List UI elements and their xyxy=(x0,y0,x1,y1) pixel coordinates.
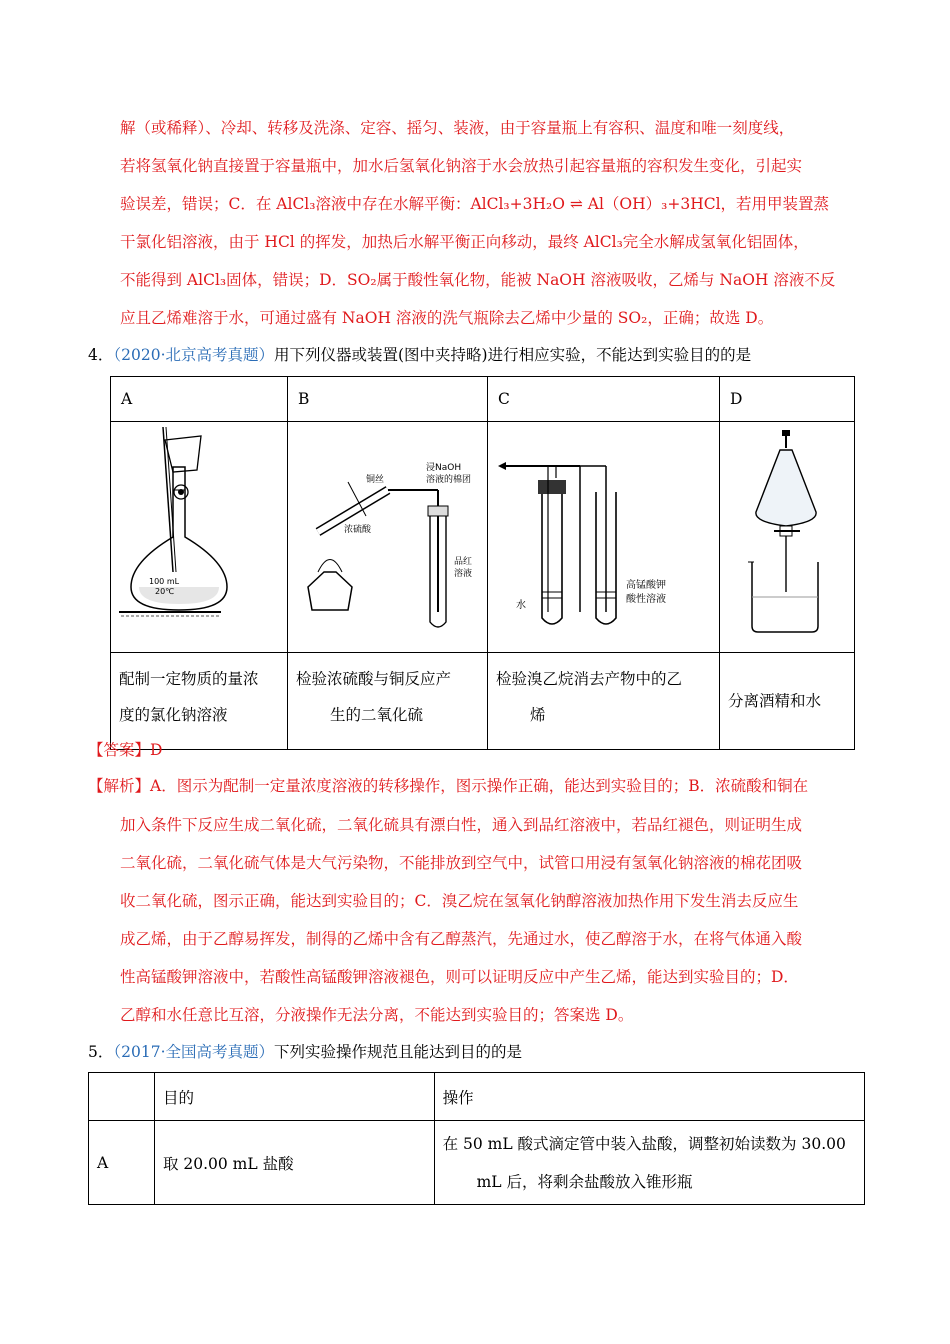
operation-line: mL 后，将剩余盐酸放入锥形瓶 xyxy=(476,1172,693,1191)
q5-header-option xyxy=(89,1073,155,1121)
q5-source: （2017·全国高考真题） xyxy=(113,1043,274,1061)
separatory-funnel-figure xyxy=(720,422,854,648)
answer-label: 【答案】 xyxy=(88,741,151,759)
magenta-label-1: 品红 xyxy=(454,557,473,567)
caption-line: 生的二氧化硫 xyxy=(330,706,424,724)
analysis-line xyxy=(88,776,808,796)
q4-header-c: C xyxy=(488,377,720,422)
q5-stem: 下列实验操作规范且能达到目的的是 xyxy=(274,1043,523,1061)
q4-caption-d xyxy=(720,653,855,750)
kmno4-label-1: 高锰酸钾 xyxy=(626,580,666,591)
analysis-line: 二氧化硫，二氧化硫气体是大气污染物，不能排放到空气中，试管口用浸有氢氧化钠溶液的棉花团吸 xyxy=(120,854,803,872)
q4-source: （2020·北京高考真题） xyxy=(113,346,274,364)
analysis-line: 成乙烯，由于乙醇易挥发，制得的乙烯中含有乙醇蒸汽，先通过水，使乙醇溶于水，在将气体通入酸 xyxy=(120,930,803,948)
sulfuric-acid-label: 浓硫酸 xyxy=(344,525,372,535)
caption-line: 度的氯化钠溶液 xyxy=(119,706,228,724)
q5-purpose: 取 20.00 mL 盐酸 xyxy=(154,1121,434,1205)
copper-wire-label: 铜丝 xyxy=(366,475,385,485)
analysis-label: 【解析】 xyxy=(88,777,151,795)
prev-analysis-line: 验误差，错误；C．在 AlCl₃溶液中存在水解平衡：AlCl₃+3H₂O ⇌ Al（OH）₃+3HCl，若用甲装置蒸 xyxy=(120,195,830,213)
caption-line: 烯 xyxy=(530,706,546,724)
q4-figure-b xyxy=(288,422,488,653)
flask-temp-label: 20℃ xyxy=(155,587,175,596)
prev-analysis-line: 解（或稀释）、冷却、转移及洗涤、定容、摇匀、装液，由于容量瓶上有容积、温度和唯一刻度线， xyxy=(120,119,795,137)
q4-header-d: D xyxy=(720,377,855,422)
magenta-label-2: 溶液 xyxy=(454,569,473,579)
prev-analysis-line: 若将氢氧化钠直接置于容量瓶中，加水后氢氧化钠溶于水会放热引起容量瓶的容积发生变化，引起实 xyxy=(120,157,803,175)
q4-caption-c xyxy=(488,653,720,750)
prev-analysis-line: 不能得到 AlCl₃固体，错误；D．SO₂属于酸性氧化物，能被 NaOH 溶液吸收，乙烯与 NaOH 溶液不反 xyxy=(120,271,836,289)
naoh-cotton-label-1: 浸NaOH xyxy=(426,463,462,473)
q4-caption-a xyxy=(111,653,288,750)
q4-figure-d xyxy=(720,422,855,653)
analysis-line: 加入条件下反应生成二氧化硫，二氧化硫具有漂白性，通入到品红溶液中，若品红褪色，则证明生成 xyxy=(120,816,803,834)
prev-analysis-line: 干氯化铝溶液，由于 HCl 的挥发，加热后水解平衡正向移动，最终 AlCl₃完全水解成氢氧化铝固体， xyxy=(120,233,809,251)
caption-line: 分离酒精和水 xyxy=(728,692,822,710)
prev-analysis-line: 应且乙烯难溶于水，可通过盛有 NaOH 溶液的洗气瓶除去乙烯中少量的 SO₂，正确；故选 D。 xyxy=(120,309,774,327)
table-row xyxy=(89,1121,865,1205)
kmno4-label-2: 酸性溶液 xyxy=(626,594,666,605)
operation-line: 在 50 mL 酸式滴定管中装入盐酸，调整初始读数为 30.00 xyxy=(442,1134,846,1153)
q4-caption-b xyxy=(288,653,488,750)
q5-operation xyxy=(434,1121,864,1205)
q5-table xyxy=(88,1072,865,1205)
water-label: 水 xyxy=(516,600,526,611)
analysis-text: A．图示为配制一定量浓度溶液的转移操作，图示操作正确，能达到实验目的；B．浓硫酸和铜在 xyxy=(150,777,809,795)
q5-header-purpose: 目的 xyxy=(154,1073,434,1121)
caption-line: 配制一定物质的量浓 xyxy=(119,670,259,688)
q4-answer xyxy=(88,740,162,760)
q4-stem: 用下列仪器或装置(图中夹持略)进行相应实验，不能达到实验目的的是 xyxy=(274,346,752,364)
copper-acid-apparatus-figure xyxy=(288,422,487,648)
answer-value: D xyxy=(150,741,163,759)
q4-header-b: B xyxy=(288,377,488,422)
analysis-line: 乙醇和水任意比互溶，分液操作无法分离，不能达到实验目的；答案选 D。 xyxy=(120,1006,634,1024)
q5-stem-line xyxy=(88,1042,522,1062)
flask-volume-label: 100 mL xyxy=(149,577,180,586)
q4-options-table xyxy=(110,376,855,750)
volumetric-flask-figure xyxy=(111,422,287,648)
q5-option: A xyxy=(89,1121,155,1205)
naoh-cotton-label-2: 溶液的棉团 xyxy=(426,475,472,485)
caption-line: 检验浓硫酸与铜反应产 xyxy=(296,670,452,688)
gas-wash-tubes-figure xyxy=(488,422,719,648)
q5-header-operation: 操作 xyxy=(434,1073,864,1121)
analysis-line: 性高锰酸钾溶液中，若酸性高锰酸钾溶液褪色，则可以证明反应中产生乙烯，能达到实验目的；D． xyxy=(120,968,799,986)
caption-line: 检验溴乙烷消去产物中的乙 xyxy=(496,670,683,688)
q5-number: 5． xyxy=(88,1043,114,1061)
q4-number: 4． xyxy=(88,346,114,364)
q4-stem-line xyxy=(88,345,751,365)
q4-figure-a xyxy=(111,422,288,653)
q4-figure-c xyxy=(488,422,720,653)
analysis-line: 收二氧化硫，图示正确，能达到实验目的；C．溴乙烷在氢氧化钠醇溶液加热作用下发生消去反应生 xyxy=(120,892,799,910)
q4-header-a: A xyxy=(111,377,288,422)
